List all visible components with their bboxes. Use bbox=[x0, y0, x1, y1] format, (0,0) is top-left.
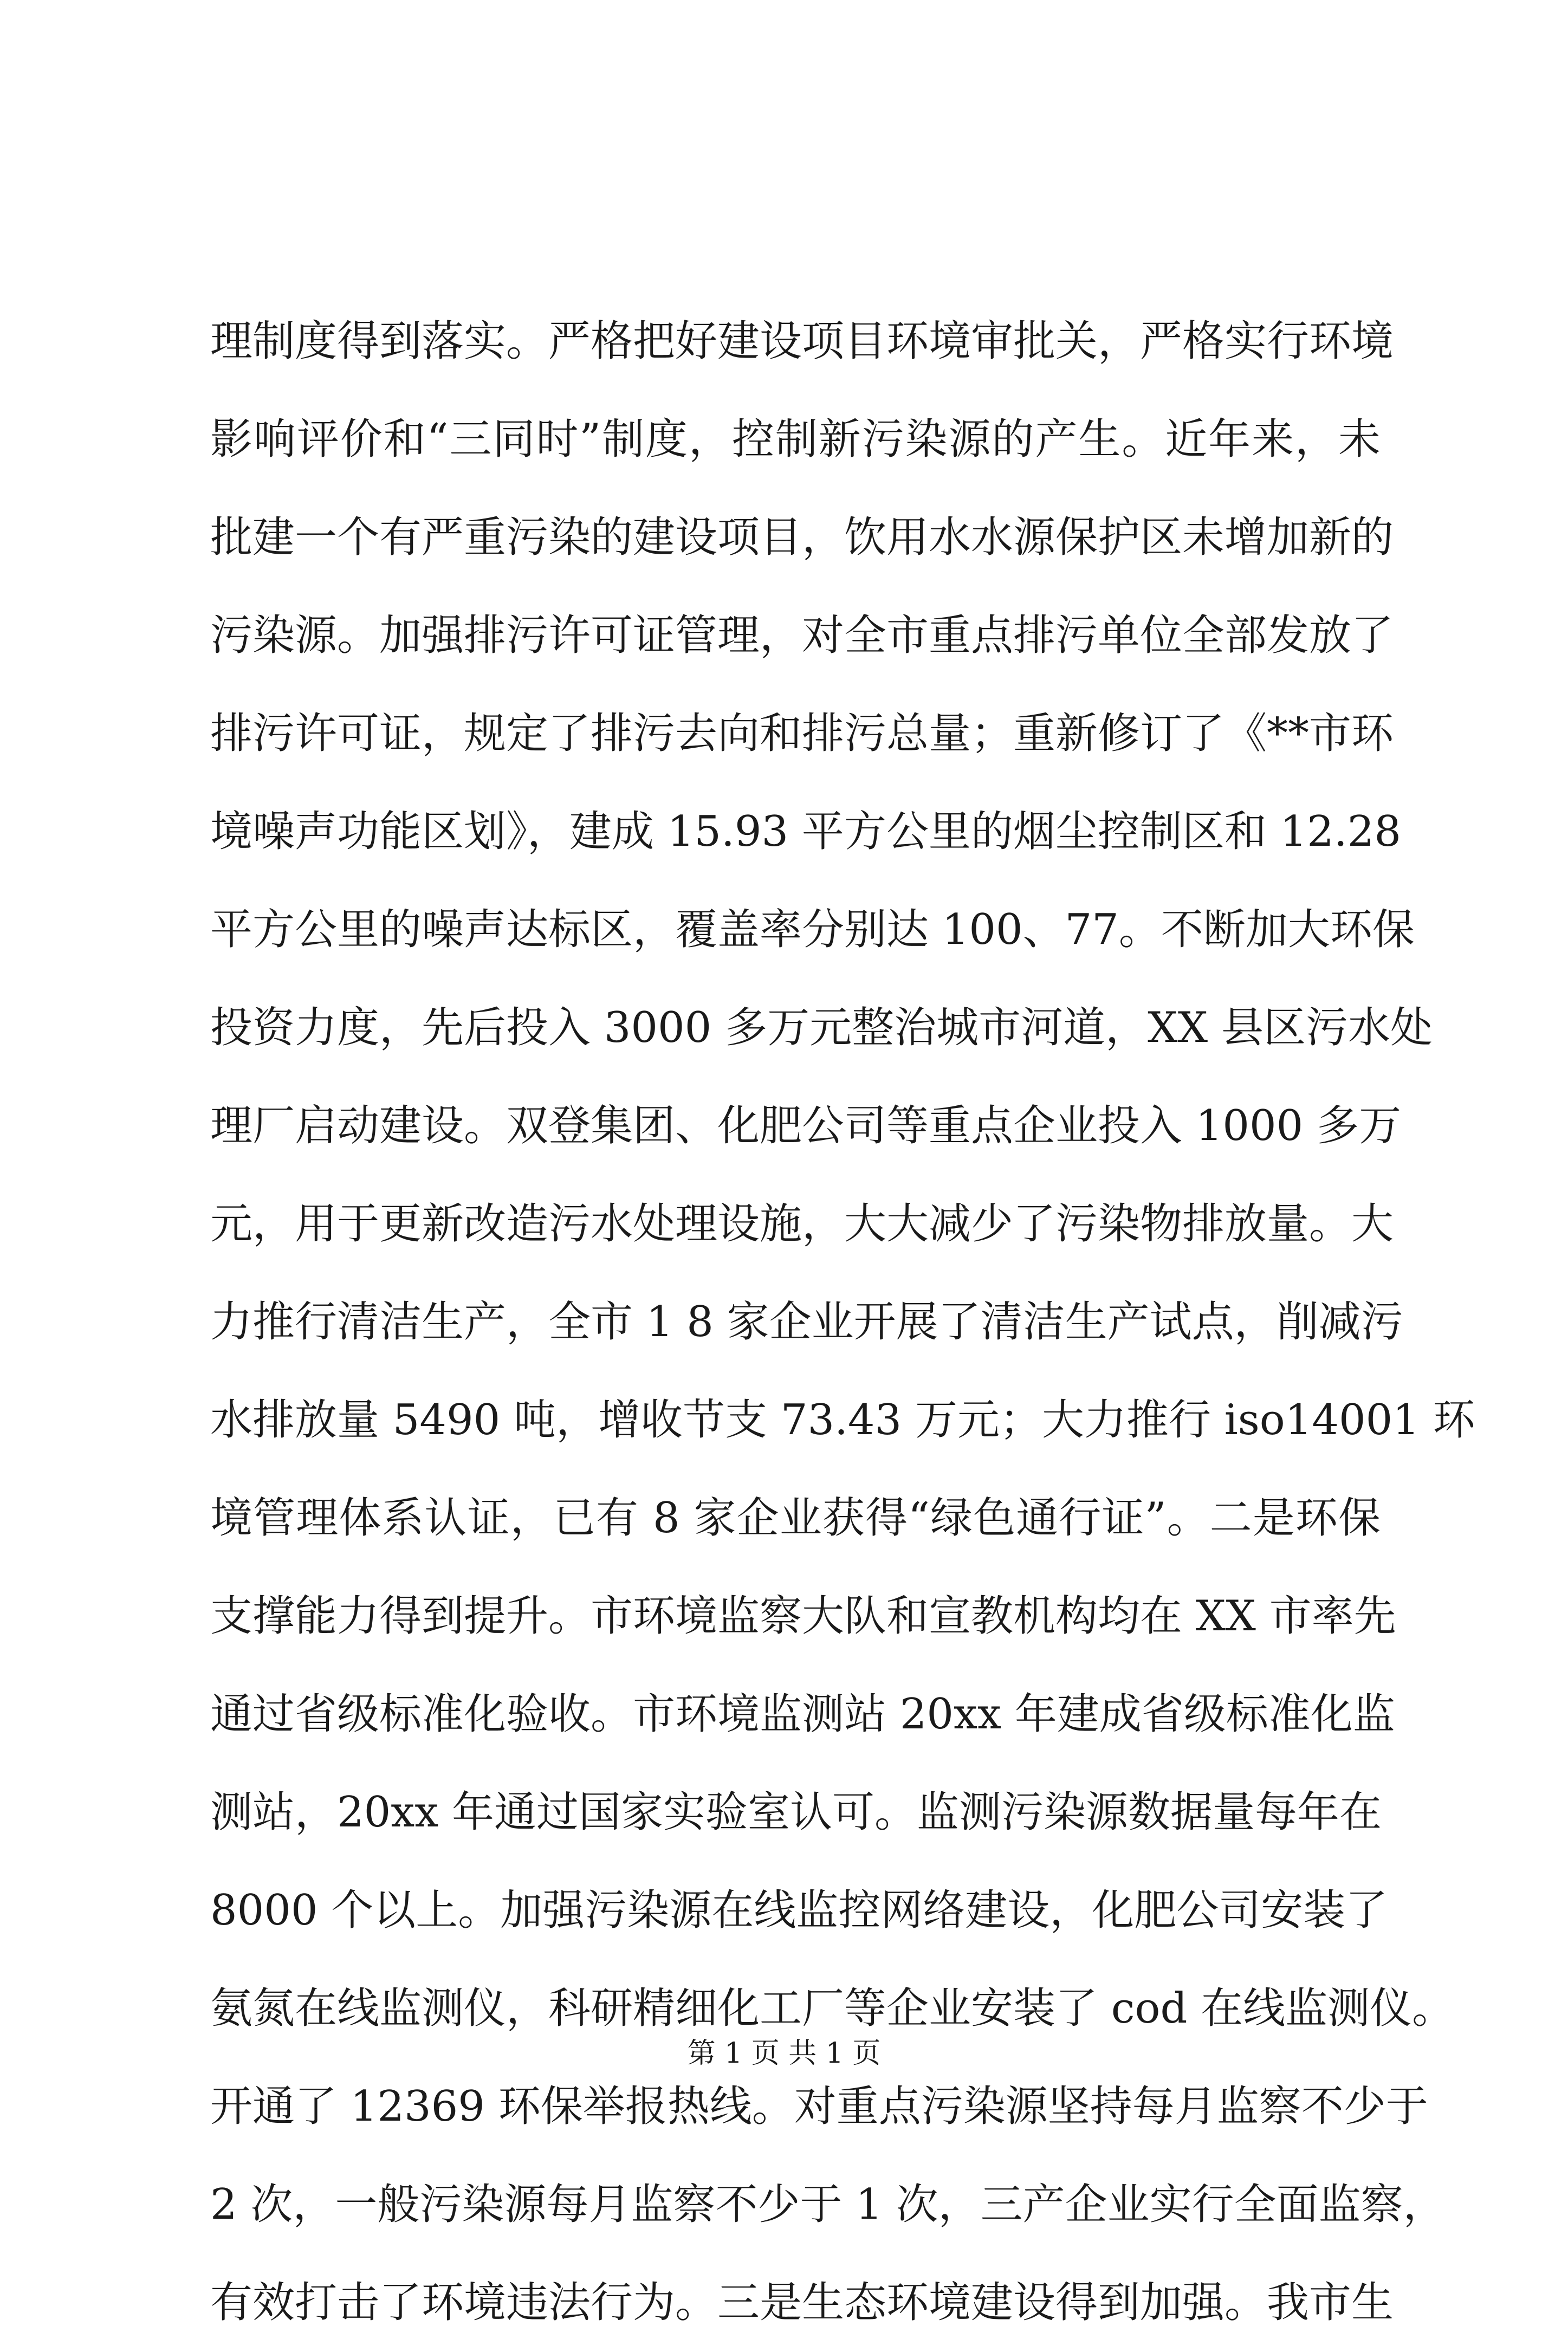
text-line: 通过省级标准化验收。市环境监测站 20xx 年建成省级标准化监 bbox=[210, 1690, 1395, 1739]
text-line: 有效打击了环境违法行为。三是生态环境建设得到加强。我市生 bbox=[210, 2278, 1394, 2327]
text-line: 投资力度，先后投入 3000 多万元整治城市河道，XX 县区污水处 bbox=[210, 1003, 1433, 1052]
text-line: 平方公里的噪声达标区，覆盖率分别达 100、77。不断加大环保 bbox=[210, 905, 1415, 954]
text-line: 境噪声功能区划》，建成 15.93 平方公里的烟尘控制区和 12.28 bbox=[210, 807, 1401, 856]
text-line: 力推行清洁生产，全市 1 8 家企业开展了清洁生产试点，削减污 bbox=[210, 1298, 1403, 1346]
text-line: 开通了 12369 环保举报热线。对重点污染源坚持每月监察不少于 bbox=[210, 2082, 1428, 2131]
page-footer: 第 1 页 共 1 页 bbox=[687, 2037, 881, 2070]
text-line: 水排放量 5490 吨，增收节支 73.43 万元；大力推行 iso14001 环 bbox=[210, 1396, 1475, 1444]
text-line: 排污许可证，规定了排污去向和排污总量；重新修订了《**市环 bbox=[210, 709, 1394, 758]
text-line: 污染源。加强排污许可证管理，对全市重点排污单位全部发放了 bbox=[210, 611, 1394, 660]
text-line: 元，用于更新改造污水处理设施，大大减少了污染物排放量。大 bbox=[210, 1200, 1394, 1248]
text-line: 理制度得到落实。严格把好建设项目环境审批关，严格实行环境 bbox=[210, 317, 1394, 366]
text-line: 批建一个有严重污染的建设项目，饮用水水源保护区未增加新的 bbox=[210, 513, 1394, 562]
text-line: 氨氮在线监测仪，科研精细化工厂等企业安装了 cod 在线监测仪。 bbox=[210, 1984, 1455, 2033]
text-line: 8000 个以上。加强污染源在线监控网络建设，化肥公司安装了 bbox=[210, 1886, 1388, 1935]
text-line: 支撑能力得到提升。市环境监察大队和宣教机构均在 XX 市率先 bbox=[210, 1592, 1396, 1641]
text-line: 理厂启动建设。双登集团、化肥公司等重点企业投入 1000 多万 bbox=[210, 1102, 1402, 1150]
text-line: 测站，20xx 年通过国家实验室认可。监测污染源数据量每年在 bbox=[210, 1788, 1382, 1837]
text-line: 境管理体系认证，已有 8 家企业获得“绿色通行证”。二是环保 bbox=[210, 1494, 1381, 1543]
text-line: 2 次，一般污染源每月监察不少于 1 次，三产企业实行全面监察， bbox=[210, 2180, 1446, 2229]
text-line: 影响评价和“三同时”制度，控制新污染源的产生。近年来，未 bbox=[210, 415, 1381, 464]
